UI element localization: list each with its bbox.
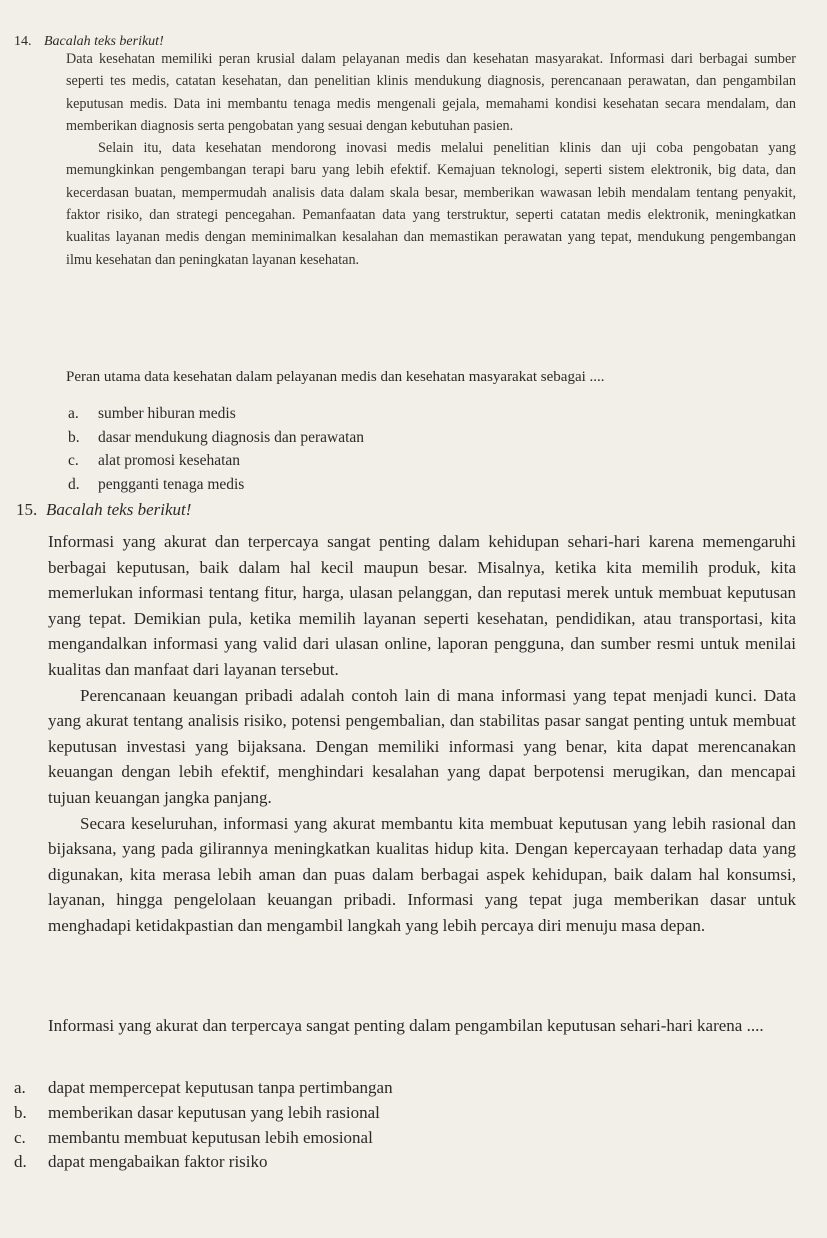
reading-passage (66, 48, 796, 271)
question-stem: Informasi yang akurat dan terpercaya sangat penting dalam pengambilan keputusan sehari-hari karena .... (48, 1016, 764, 1035)
option-text: dapat mempercepat keputusan tanpa pertimbangan (48, 1078, 393, 1097)
option-text: alat promosi kesehatan (98, 452, 241, 469)
question-instruction: Bacalah teks berikut! (44, 34, 164, 49)
option-a[interactable] (68, 402, 364, 426)
option-letter: b. (68, 428, 80, 446)
reading-passage (48, 529, 796, 939)
option-c[interactable] (68, 449, 364, 473)
option-letter: c. (68, 452, 79, 469)
answer-options (68, 402, 364, 496)
answer-options (14, 1076, 393, 1175)
question-stem: Peran utama data kesehatan dalam pelayanan medis dan kesehatan masyarakat sebagai .... (66, 369, 605, 385)
option-letter: b. (14, 1102, 27, 1122)
passage-paragraph: Data kesehatan memiliki peran krusial dalam pelayanan medis dan kesehatan masyarakat. Informasi dari berbagai sumber seperti tes medis, catatan kesehatan, dan penelitian klinis mendukung diagnosis, perencanaan perawatan, dan pengambilan keputusan medis. Data ini membantu tenaga medis mengenali gejala, memahami kondisi kesehatan secara mendalam, dan memberikan diagnosis serta pengobatan yang sesuai dengan kebutuhan pasien. (66, 51, 796, 134)
option-text: sumber hiburan medis (98, 405, 236, 422)
option-text: membantu membuat keputusan lebih emosional (48, 1127, 373, 1147)
option-letter: d. (68, 475, 80, 493)
option-text: pengganti tenaga medis (98, 475, 245, 493)
option-b[interactable] (14, 1101, 393, 1126)
option-a[interactable] (14, 1076, 393, 1101)
option-text: memberikan dasar keputusan yang lebih rasional (48, 1102, 380, 1122)
question-number: 14. (14, 34, 32, 49)
question-instruction: Bacalah teks berikut! (46, 500, 192, 519)
option-d[interactable] (68, 473, 364, 497)
passage-paragraph: Selain itu, data kesehatan mendorong inovasi medis melalui penelitian klinis dan uji coba pengobatan yang memungkinkan pengembangan terapi baru yang lebih efektif. Kemajuan teknologi, seperti sistem elektronik, big data, dan kecerdasan buatan, mempermudah analisis data dalam skala besar, memberikan wawasan lebih mendalam tentang penyakit, faktor risiko, dan strategi pencegahan. Pemanfaatan data yang terstruktur, seperti catatan medis elektronik, meningkatkan kualitas layanan medis dengan meminimalkan kesalahan dan memastikan perawatan yang tepat, mendukung pengembangan ilmu kesehatan dan peningkatan layanan kesehatan. (66, 140, 796, 268)
option-text: dasar mendukung diagnosis dan perawatan (98, 428, 365, 446)
option-c[interactable] (14, 1126, 393, 1151)
question-number: 15. (16, 500, 38, 519)
option-letter: a. (68, 405, 79, 422)
question-header (16, 500, 191, 520)
passage-paragraph: Secara keseluruhan, informasi yang akurat membantu kita membuat keputusan yang lebih rasional dan bijaksana, yang pada gilirannya meningkatkan kualitas hidup kita. Dengan kepercayaan terhadap data yang digunakan, kita merasa lebih aman dan puas dalam berbagai aspek kehidupan, baik dalam hal konsumsi, layanan, hingga pengelolaan keuangan pribadi. Informasi yang tepat juga memberikan dasar untuk menghadapi ketidakpastian dan mengambil langkah yang lebih percaya diri menuju masa depan. (48, 813, 796, 935)
option-letter: a. (14, 1078, 26, 1097)
option-d[interactable] (14, 1150, 393, 1175)
passage-paragraph: Perencanaan keuangan pribadi adalah contoh lain di mana informasi yang tepat menjadi kunci. Data yang akurat tentang analisis risiko, potensi pengembalian, dan stabilitas pasar sangat penting untuk membuat keputusan investasi yang bijaksana. Dengan memiliki informasi yang benar, kita dapat merencanakan keuangan dengan lebih efektif, menghindari kesalahan yang dapat berpotensi merugikan, dan mencapai tujuan keuangan jangka panjang. (48, 685, 796, 807)
option-letter: d. (14, 1152, 27, 1172)
passage-paragraph: Informasi yang akurat dan terpercaya sangat penting dalam kehidupan sehari-hari karena memengaruhi berbagai keputusan, baik dalam hal kecil maupun besar. Misalnya, ketika kita memilih produk, kita memerlukan informasi tentang fitur, harga, ulasan pelanggan, dan reputasi merek untuk membuat keputusan yang tepat. Demikian pula, ketika memilih layanan seperti kesehatan, pendidikan, atau transportasi, kita mengandalkan informasi yang valid dari ulasan online, laporan pengguna, dan sumber resmi untuk menilai kualitas dan manfaat dari layanan tersebut. (48, 532, 796, 679)
option-b[interactable] (68, 426, 364, 450)
option-letter: c. (14, 1127, 26, 1147)
option-text: dapat mengabaikan faktor risiko (48, 1152, 268, 1172)
